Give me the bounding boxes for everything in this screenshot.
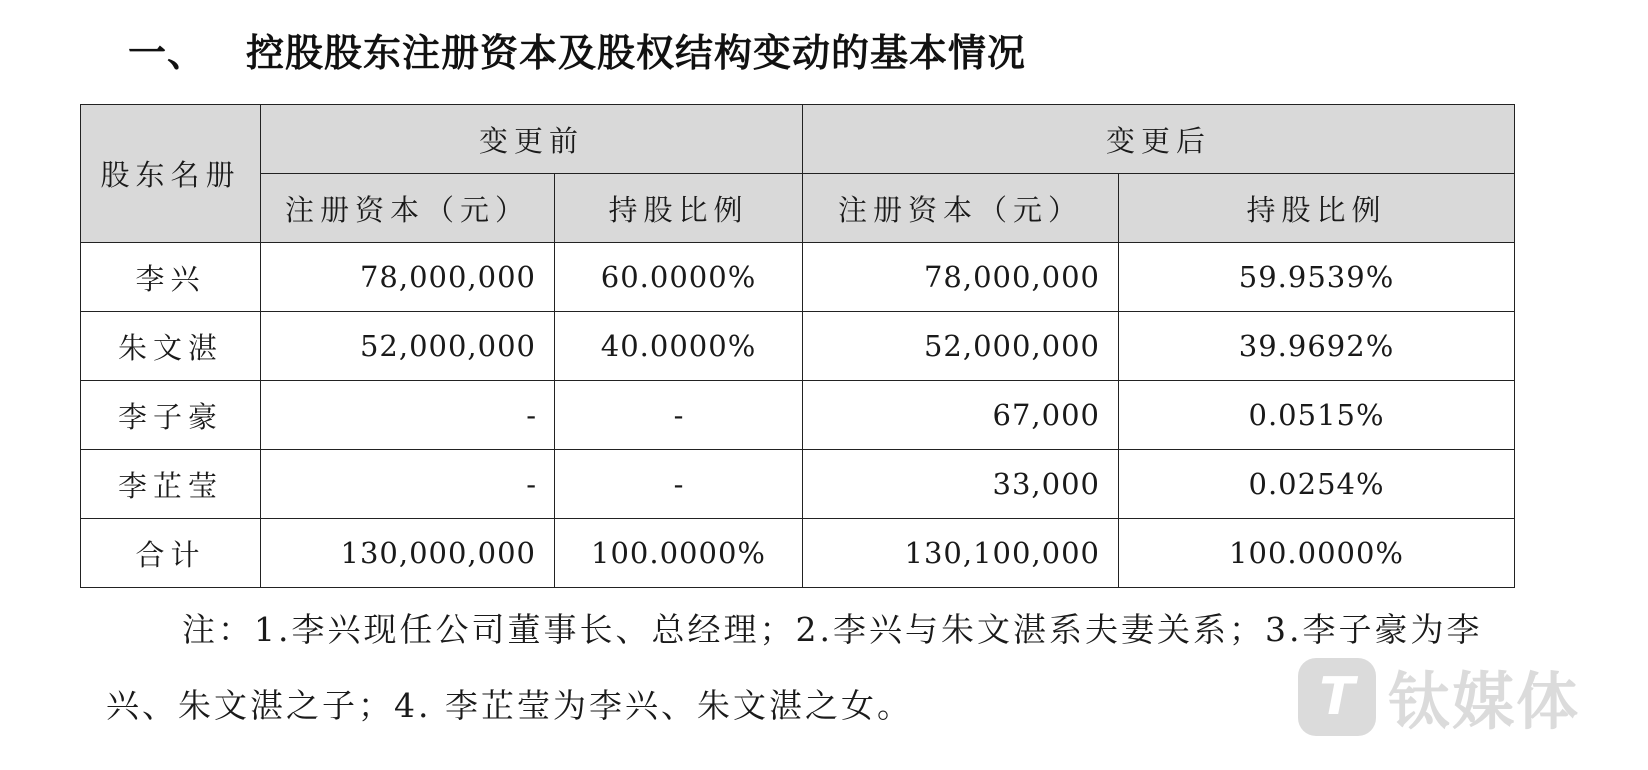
shareholder-name: 朱文湛 [81, 312, 261, 381]
after-capital: 78,000,000 [803, 243, 1119, 312]
after-ratio: 0.0515% [1119, 381, 1515, 450]
header-after: 变更后 [803, 105, 1515, 174]
after-ratio: 39.9692% [1119, 312, 1515, 381]
table-row [81, 312, 1515, 381]
before-ratio: - [555, 381, 803, 450]
equity-change-table [80, 104, 1515, 588]
header-before: 变更前 [261, 105, 803, 174]
before-ratio: 40.0000% [555, 312, 803, 381]
total-after-capital: 130,100,000 [803, 519, 1119, 588]
section-title: 控股股东注册资本及股权结构变动的基本情况 [246, 31, 1027, 75]
header-after-capital: 注册资本（元） [803, 174, 1119, 243]
total-after-ratio: 100.0000% [1119, 519, 1515, 588]
total-before-capital: 130,000,000 [261, 519, 555, 588]
header-before-capital: 注册资本（元） [261, 174, 555, 243]
table-note: 注：1.李兴现任公司董事长、总经理；2.李兴与朱文湛系夫妻关系；3.李子豪为李兴、朱文湛之子；4. 李芷莹为李兴、朱文湛之女。 [106, 610, 1483, 725]
table-row [81, 381, 1515, 450]
shareholder-name: 李芷莹 [81, 450, 261, 519]
total-label: 合计 [81, 519, 261, 588]
after-capital: 67,000 [803, 381, 1119, 450]
before-ratio: - [555, 450, 803, 519]
section-heading [128, 22, 1026, 77]
table-header-row-2 [81, 174, 1515, 243]
before-capital: - [261, 450, 555, 519]
header-before-ratio: 持股比例 [555, 174, 803, 243]
section-number: 一、 [128, 31, 207, 75]
before-capital: 78,000,000 [261, 243, 555, 312]
header-after-ratio: 持股比例 [1119, 174, 1515, 243]
before-ratio: 60.0000% [555, 243, 803, 312]
watermark-text: 钛媒体 [1388, 665, 1581, 738]
after-ratio: 0.0254% [1119, 450, 1515, 519]
after-ratio: 59.9539% [1119, 243, 1515, 312]
after-capital: 52,000,000 [803, 312, 1119, 381]
shareholder-name: 李兴 [81, 243, 261, 312]
table-total-row [81, 519, 1515, 588]
after-capital: 33,000 [803, 450, 1119, 519]
shareholder-name: 李子豪 [81, 381, 261, 450]
table-header-row-1 [81, 105, 1515, 174]
tmtpost-logo-icon: T [1298, 658, 1376, 736]
table-row [81, 450, 1515, 519]
table-row [81, 243, 1515, 312]
before-capital: - [261, 381, 555, 450]
watermark [1298, 652, 1580, 741]
total-before-ratio: 100.0000% [555, 519, 803, 588]
before-capital: 52,000,000 [261, 312, 555, 381]
header-shareholder: 股东名册 [81, 105, 261, 243]
